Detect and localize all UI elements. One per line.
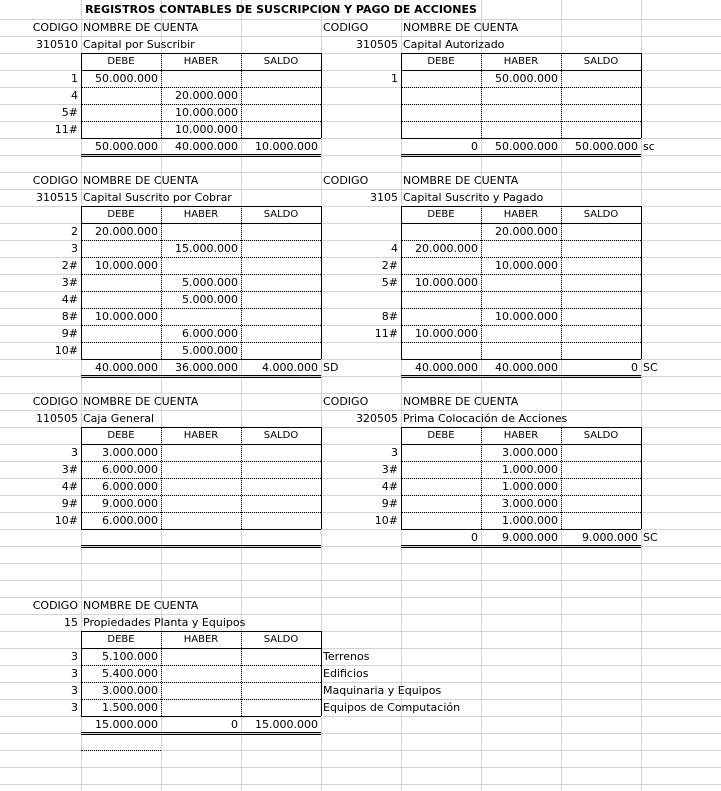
haber-value: 1.000.000 [502,480,558,493]
saldo-value [241,88,318,104]
ledger-right-rule [641,427,642,529]
account-code: 15 [64,616,78,629]
entry-ref: 10# [54,514,78,527]
account-name: Caja General [83,412,155,425]
codigo-label: CODIGO [32,21,78,34]
entry-ref: 3# [381,463,398,476]
ledger-double-rule [81,375,321,378]
saldo-value [561,343,638,359]
balance-type-tag: SD [323,361,339,374]
ledger-double-rule [81,545,321,548]
saldo-value [561,224,638,240]
saldo-header: SALDO [263,56,299,67]
haber-value [481,105,558,121]
haber-value [161,649,238,665]
haber-value [161,71,238,87]
debe-value [401,496,478,512]
debe-value [81,241,158,257]
entry-ref: 1 [71,72,78,85]
saldo-value [561,241,638,257]
account-code: 3105 [370,191,398,204]
debe-value: 6.000.000 [102,463,158,476]
entry-ref [321,292,398,308]
debe-value [401,224,478,240]
haber-value [161,666,238,682]
saldo-value [241,513,318,529]
saldo-value [241,666,318,682]
total-debe: 0 [471,140,478,153]
haber-value: 20.000.000 [175,89,238,102]
entry-ref [321,343,398,359]
saldo-value [561,71,638,87]
debe-value: 10.000.000 [95,259,158,272]
entry-ref: 10# [54,344,78,357]
haber-value: 10.000.000 [175,123,238,136]
total-haber: 36.000.000 [175,361,238,374]
debe-value [401,71,478,87]
haber-value [161,445,238,461]
saldo-value [241,700,318,716]
total-haber: 9.000.000 [502,531,558,544]
debe-value [401,292,478,308]
total-debe: 0 [471,531,478,544]
saldo-value [561,275,638,291]
saldo-value [241,462,318,478]
ledger-double-rule [401,545,641,548]
debe-value: 3.000.000 [102,684,158,697]
entry-ref: 8# [61,310,78,323]
entry-ref: 8# [381,310,398,323]
entry-ref [321,122,398,138]
asset-description: Terrenos [323,650,370,663]
debe-value [401,88,478,104]
total-saldo: 50.000.000 [575,140,638,153]
entry-ref: 5# [381,276,398,289]
account-code: 320505 [356,412,398,425]
debe-header: DEBE [107,430,135,441]
nombre-cuenta-label: NOMBRE DE CUENTA [83,395,199,408]
haber-value [161,683,238,699]
haber-value [161,700,238,716]
haber-value [481,241,558,257]
total-debe [81,530,158,546]
saldo-value [561,258,638,274]
haber-value: 3.000.000 [502,497,558,510]
account-name: Capital Autorizado [403,38,505,51]
nombre-cuenta-label: NOMBRE DE CUENTA [403,21,519,34]
entry-ref: 4# [61,480,78,493]
saldo-value [561,462,638,478]
total-saldo: 0 [631,361,638,374]
ledger-row-dots [81,750,161,751]
codigo-label: CODIGO [32,599,78,612]
total-debe: 40.000.000 [95,361,158,374]
codigo-label: CODIGO [32,174,78,187]
ledger-right-rule [321,631,322,716]
haber-value: 5.000.000 [182,344,238,357]
debe-header: DEBE [107,209,135,220]
entry-ref: 3# [61,463,78,476]
saldo-value [561,479,638,495]
entry-ref: 3 [71,650,78,663]
saldo-value [241,683,318,699]
saldo-value [241,326,318,342]
haber-value [481,326,558,342]
haber-value [481,275,558,291]
grid-row-line [0,563,721,564]
entry-ref [321,88,398,104]
entry-ref: 11# [374,327,398,340]
entry-ref [321,105,398,121]
account-name: Propiedades Planta y Equipos [83,616,246,629]
debe-value: 10.000.000 [415,327,478,340]
haber-value: 1.000.000 [502,514,558,527]
total-saldo [241,530,318,546]
debe-value: 10.000.000 [95,310,158,323]
saldo-value [561,292,638,308]
haber-value: 10.000.000 [495,310,558,323]
debe-value [81,122,158,138]
haber-value: 10.000.000 [495,259,558,272]
entry-ref: 2 [71,225,78,238]
debe-value [81,275,158,291]
saldo-value [241,122,318,138]
haber-value [161,462,238,478]
saldo-value [241,258,318,274]
debe-value [401,343,478,359]
saldo-value [241,343,318,359]
account-name: Capital Suscrito por Cobrar [83,191,232,204]
haber-value [161,513,238,529]
account-name: Capital Suscrito y Pagado [403,191,544,204]
debe-value [81,88,158,104]
haber-value [161,496,238,512]
debe-value: 3.000.000 [102,446,158,459]
haber-value: 10.000.000 [175,106,238,119]
saldo-header: SALDO [583,209,619,220]
account-code: 110505 [36,412,78,425]
entry-ref: 4 [391,242,398,255]
saldo-header: SALDO [583,430,619,441]
asset-description: Maquinaria y Equipos [323,684,442,697]
debe-value [401,309,478,325]
debe-value [81,326,158,342]
debe-value [401,462,478,478]
debe-value: 5.100.000 [102,650,158,663]
entry-ref [321,224,398,240]
saldo-value [561,309,638,325]
account-name: Prima Colocación de Acciones [403,412,568,425]
debe-header: DEBE [427,430,455,441]
saldo-value [241,241,318,257]
saldo-header: SALDO [263,634,299,645]
total-debe: 50.000.000 [95,140,158,153]
total-saldo: 9.000.000 [582,531,638,544]
total-haber: 40.000.000 [495,361,558,374]
total-debe: 40.000.000 [415,361,478,374]
total-debe: 15.000.000 [95,718,158,731]
saldo-value [241,224,318,240]
sheet-title: REGISTROS CONTABLES DE SUSCRIPCION Y PAGO DE ACCIONES [85,3,477,16]
entry-ref: 3 [71,684,78,697]
nombre-cuenta-label: NOMBRE DE CUENTA [403,395,519,408]
grid-row-line [0,784,721,785]
debe-value [401,445,478,461]
saldo-value [241,479,318,495]
haber-value [481,343,558,359]
saldo-value [561,496,638,512]
total-haber: 50.000.000 [495,140,558,153]
codigo-label: CODIGO [323,174,369,187]
saldo-value [561,122,638,138]
entry-ref: 3 [71,446,78,459]
saldo-value [241,71,318,87]
haber-header: HABER [183,56,219,67]
haber-header: HABER [183,209,219,220]
total-saldo: 10.000.000 [255,140,318,153]
debe-value [81,343,158,359]
haber-header: HABER [183,634,219,645]
saldo-value [241,105,318,121]
nombre-cuenta-label: NOMBRE DE CUENTA [83,174,199,187]
debe-value: 6.000.000 [102,514,158,527]
saldo-value [561,513,638,529]
entry-ref: 3 [391,446,398,459]
entry-ref: 10# [374,514,398,527]
saldo-header: SALDO [263,209,299,220]
account-code: 310510 [36,38,78,51]
haber-value: 5.000.000 [182,276,238,289]
debe-value: 50.000.000 [95,72,158,85]
entry-ref: 9# [61,327,78,340]
balance-type-tag: SC [643,361,658,374]
total-haber: 40.000.000 [175,140,238,153]
haber-value [161,309,238,325]
nombre-cuenta-label: NOMBRE DE CUENTA [83,599,199,612]
ledger-double-rule [81,154,321,157]
total-saldo: 4.000.000 [262,361,318,374]
debe-value: 1.500.000 [102,701,158,714]
ledger-right-rule [641,53,642,138]
saldo-value [241,649,318,665]
haber-value [481,122,558,138]
asset-description: Equipos de Computación [323,701,461,714]
haber-value: 1.000.000 [502,463,558,476]
saldo-value [241,496,318,512]
codigo-label: CODIGO [32,395,78,408]
entry-ref: 5# [61,106,78,119]
entry-ref: 9# [61,497,78,510]
entry-ref: 1 [391,72,398,85]
saldo-value [241,445,318,461]
ledger-right-rule [641,206,642,359]
debe-value [401,105,478,121]
entry-ref: 3 [71,667,78,680]
haber-value [481,292,558,308]
debe-value: 10.000.000 [415,276,478,289]
debe-value [401,479,478,495]
haber-value: 6.000.000 [182,327,238,340]
haber-value: 50.000.000 [495,72,558,85]
entry-ref: 4# [381,480,398,493]
account-code: 310505 [356,38,398,51]
debe-header: DEBE [427,56,455,67]
balance-type-tag: sc [643,140,655,153]
saldo-value [241,309,318,325]
haber-value [161,258,238,274]
entry-ref: 3 [71,242,78,255]
haber-value: 5.000.000 [182,293,238,306]
haber-value [161,479,238,495]
debe-value: 20.000.000 [415,242,478,255]
debe-header: DEBE [427,209,455,220]
entry-ref: 3 [71,701,78,714]
saldo-value [561,105,638,121]
haber-value: 20.000.000 [495,225,558,238]
total-haber: 0 [231,718,238,731]
debe-value: 6.000.000 [102,480,158,493]
grid-row-line [0,580,721,581]
asset-description: Edificios [323,667,369,680]
saldo-header: SALDO [263,430,299,441]
entry-ref: 2# [61,259,78,272]
ledger-double-rule [401,154,641,157]
account-name: Capital por Suscribir [83,38,195,51]
nombre-cuenta-label: NOMBRE DE CUENTA [403,174,519,187]
balance-type-tag: SC [643,531,658,544]
saldo-value [561,326,638,342]
entry-ref: 4 [71,89,78,102]
debe-value [401,258,478,274]
debe-value [81,292,158,308]
debe-header: DEBE [107,56,135,67]
debe-value [81,105,158,121]
account-code: 310515 [36,191,78,204]
haber-header: HABER [503,430,539,441]
haber-header: HABER [503,56,539,67]
debe-value [401,122,478,138]
haber-value: 3.000.000 [502,446,558,459]
total-haber [161,530,238,546]
debe-value: 5.400.000 [102,667,158,680]
entry-ref: 11# [54,123,78,136]
saldo-value [241,275,318,291]
debe-value [401,513,478,529]
haber-value [161,224,238,240]
entry-ref: 4# [61,293,78,306]
grid-row-line [0,767,721,768]
saldo-value [561,88,638,104]
haber-header: HABER [503,209,539,220]
entry-ref: 3# [61,276,78,289]
total-saldo: 15.000.000 [255,718,318,731]
entry-ref: 9# [381,497,398,510]
debe-header: DEBE [107,634,135,645]
codigo-label: CODIGO [323,21,369,34]
saldo-value [241,292,318,308]
nombre-cuenta-label: NOMBRE DE CUENTA [83,21,199,34]
haber-value [481,88,558,104]
saldo-header: SALDO [583,56,619,67]
haber-header: HABER [183,430,219,441]
entry-ref: 2# [381,259,398,272]
saldo-value [561,445,638,461]
codigo-label: CODIGO [323,395,369,408]
ledger-double-rule [401,375,641,378]
haber-value: 15.000.000 [175,242,238,255]
debe-value: 20.000.000 [95,225,158,238]
ledger-double-rule [81,732,321,735]
debe-value: 9.000.000 [102,497,158,510]
